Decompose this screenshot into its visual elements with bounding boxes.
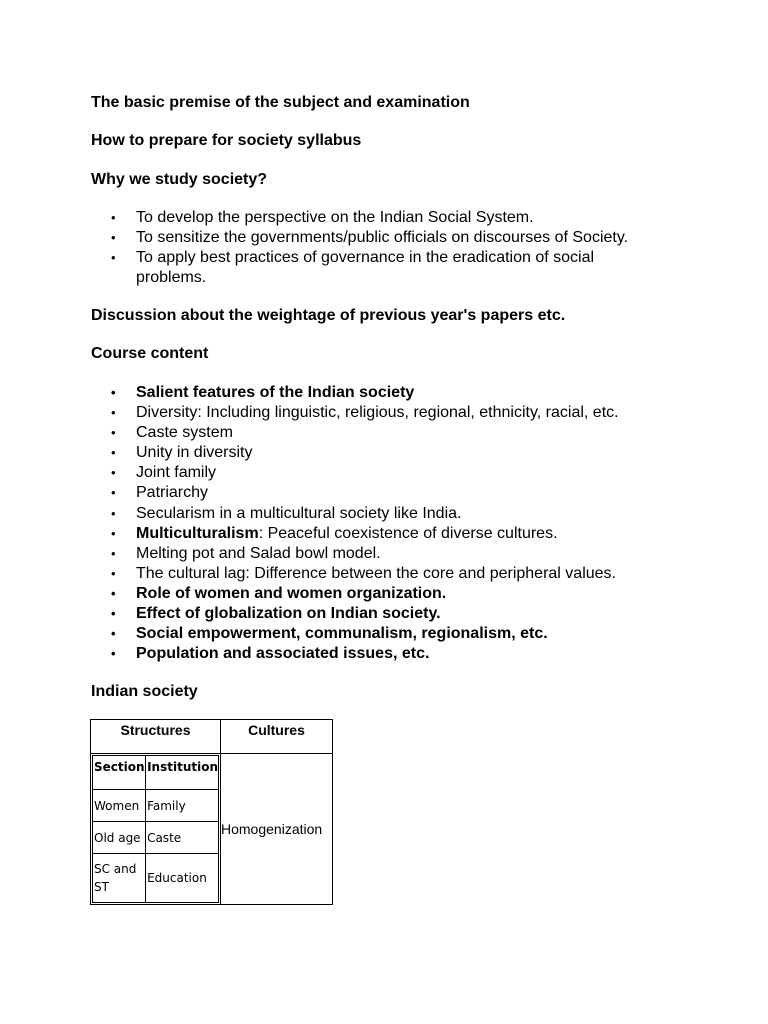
list-item: • Role of women and women organization. [91, 584, 691, 604]
table-row [93, 790, 219, 822]
section-cell: Old age [93, 822, 146, 854]
structures-inner-table [92, 755, 219, 903]
list-item: • To sensitize the governments/public officials on discourses of Society. [91, 228, 691, 248]
institution-cell: Education [146, 854, 219, 903]
cultures-header: Cultures [221, 720, 333, 754]
list-item: • Population and associated issues, etc. [91, 644, 691, 664]
section-cell: SC and ST [93, 854, 146, 903]
section-col-header: Section [93, 756, 146, 790]
list-item: • Social empowerment, communalism, regionalism, etc. [91, 624, 691, 644]
list-item: • To apply best practices of governance in the eradication of social problems. [91, 248, 646, 288]
table-row [93, 854, 219, 903]
list-item: • Caste system [91, 423, 691, 443]
section-cell: Women [93, 790, 146, 822]
list-item: • Secularism in a multicultural society like India. [91, 504, 691, 524]
structures-header: Structures [91, 720, 221, 754]
multiculturalism-desc: : Peaceful coexistence of diverse cultures. [258, 524, 558, 542]
table-row [93, 756, 219, 790]
heading-weightage: Discussion about the weightage of previous year's papers etc. [91, 307, 566, 324]
heading-course-content: Course content [91, 345, 209, 362]
list-item: • Patriarchy [91, 483, 691, 503]
institution-cell: Caste [146, 822, 219, 854]
structures-cell [91, 754, 221, 905]
list-item: • Joint family [91, 463, 691, 483]
heading-indian-society: Indian society [91, 683, 198, 700]
course-content-list [91, 383, 691, 664]
institution-col-header: Institution [146, 756, 219, 790]
table-row [93, 822, 219, 854]
list-item: • Effect of globalization on Indian society. [91, 604, 691, 624]
list-item: • Melting pot and Salad bowl model. [91, 544, 691, 564]
list-item-multiculturalism [91, 524, 691, 544]
list-item: • To develop the perspective on the Indian Social System. [91, 208, 691, 228]
list-item: • Salient features of the Indian society [91, 383, 691, 403]
list-item: • The cultural lag: Difference between the core and peripheral values. [91, 564, 691, 584]
culture-value-cell: Homogenization [221, 754, 333, 905]
list-item: • Diversity: Including linguistic, religious, regional, ethnicity, racial, etc. [91, 403, 691, 423]
list-item: • Unity in diversity [91, 443, 691, 463]
heading-basic-premise: The basic premise of the subject and examination [91, 94, 470, 111]
multiculturalism-term: Multiculturalism [136, 524, 259, 542]
indian-society-table [90, 719, 333, 905]
heading-why-study: Why we study society? [91, 171, 268, 188]
why-study-list [91, 208, 691, 288]
heading-how-to-prepare: How to prepare for society syllabus [91, 132, 362, 149]
institution-cell: Family [146, 790, 219, 822]
